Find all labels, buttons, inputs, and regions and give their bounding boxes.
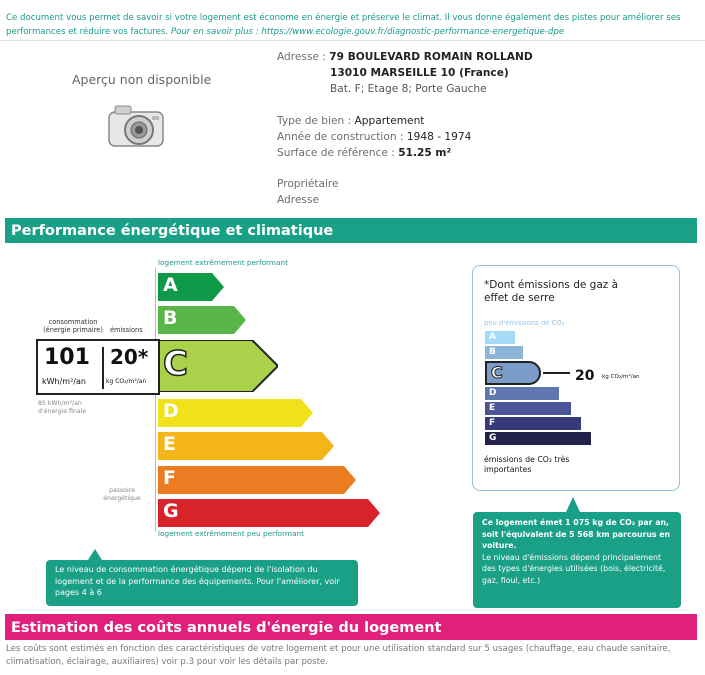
type-value: Appartement [354, 115, 425, 127]
dpe-bottom-label: logement extrêmement peu performant [158, 529, 305, 538]
photo-caption: Aperçu non disponible [72, 72, 212, 87]
consumption-note: Le niveau de consommation énergétique dépend de l'isolation du logement et de la performance des équipements. Pour l'améliorer, voir pages 4 à 6 [46, 560, 358, 606]
cost-text: Les coûts sont estimés en fonction des caractéristiques de votre logement et pour une utilisation standard sur 5 usages (chauffage, eau chaude sanitaire, climatisation, éclairage, auxiliaires) voir p.3 pour voir les détails par poste. [6, 644, 671, 667]
address-line3: Bat. F; Etage 8; Porte Gauche [330, 83, 487, 95]
type-row [277, 113, 424, 129]
ges-class-g: G [485, 432, 591, 445]
passoire-label: passoire énergétique [103, 487, 141, 502]
dpe-class-c [158, 340, 278, 392]
dpe-class-a [158, 273, 224, 301]
intro-divider [0, 40, 705, 41]
address-line2-wrap [330, 65, 509, 81]
ges-note [473, 512, 681, 608]
ges-note-pointer [566, 497, 580, 512]
address-line2: 13010 MARSEILLE 10 (France) [330, 67, 509, 79]
ges-class-d: D [485, 387, 559, 400]
address-line3-wrap [330, 81, 487, 97]
dpe-class-letter: G [163, 500, 179, 522]
dpe-scale-line [155, 268, 156, 532]
owner-label: Propriétaire [277, 178, 339, 190]
dpe-class-letter: A [163, 274, 178, 296]
ges-value-connector [543, 372, 570, 374]
ges-value: 20 [575, 368, 595, 384]
camera-icon [105, 98, 169, 154]
year-label: Année de construction : [277, 131, 407, 143]
dpe-class-letter: B [163, 307, 178, 329]
value-divider [102, 347, 104, 389]
ges-bottom-label: émissions de CO₂ très importantes [484, 455, 570, 474]
type-label: Type de bien : [277, 115, 355, 127]
dpe-class-letter: E [163, 433, 176, 455]
owner-address-label: Adresse [277, 194, 319, 206]
address-block [277, 49, 533, 65]
dpe-class-letter: D [163, 400, 179, 422]
ges-note-bold: Ce logement émet 1 075 kg de CO₂ par an, soit l'équivalent de 5 568 km parcourus en voiture. [482, 518, 671, 550]
year-row [277, 129, 471, 145]
dpe-class-letter: F [163, 467, 176, 489]
note-pointer [88, 549, 102, 560]
ges-class-b: B [485, 346, 523, 359]
ges-unit: kg CO₂/m²/an [602, 374, 640, 380]
emissions-value: 20* [110, 345, 149, 369]
dpe-class-e [158, 432, 334, 460]
dpe-class-f [158, 466, 356, 494]
consumption-value: 101 [44, 345, 90, 370]
ges-title: *Dont émissions de gaz à effet de serre [484, 279, 619, 304]
dpe-class-g [158, 499, 380, 527]
consumption-label: consommation (énergie primaire) [43, 318, 103, 334]
surface-value: 51.25 m² [398, 147, 452, 159]
ges-class-a: A [485, 331, 515, 344]
dpe-class-letter: C [163, 344, 188, 384]
intro-paragraph [6, 11, 700, 39]
emissions-label: émissions [110, 326, 143, 334]
dpe-class-d [158, 399, 313, 427]
ges-top-label: peu d'émissions de CO₂ [484, 319, 565, 327]
year-value: 1948 - 1974 [406, 131, 472, 143]
surface-label: Surface de référence : [277, 147, 399, 159]
ges-class-f: F [485, 417, 581, 430]
performance-title: Performance énergétique et climatique [5, 218, 697, 243]
consumption-unit: kWh/m²/an [42, 377, 86, 386]
emissions-unit: kg CO₂/m²/an [106, 378, 147, 385]
ges-note-text: Le niveau d'émissions dépend principalement des types d'énergies utilisées (bois, électricité, gaz, fioul, etc.) [482, 552, 666, 585]
energy-value-box [36, 339, 160, 395]
ges-class-e: E [485, 402, 571, 415]
address-line1: 79 BOULEVARD ROMAIN ROLLAND [329, 51, 533, 63]
address-label: Adresse : [277, 51, 330, 63]
intro-link[interactable]: Pour en savoir plus : https://www.ecologie.gouv.fr/diagnostic-performance-energetique-dpe [170, 27, 565, 37]
cost-title: Estimation des coûts annuels d'énergie du logement [5, 614, 697, 640]
ges-class-c: C [485, 361, 541, 385]
final-energy-note: 85 kWh/m²/an d'énergie finale [38, 400, 87, 415]
dpe-top-label: logement extrêmement performant [158, 258, 288, 267]
intro-text: Ce document vous permet de savoir si votre logement est économe en énergie et préserve le climat. Il vous donne également des pistes pour améliorer ses performances et réduire vos factures. [6, 13, 681, 37]
dpe-class-b [158, 306, 246, 334]
surface-row [277, 145, 451, 161]
